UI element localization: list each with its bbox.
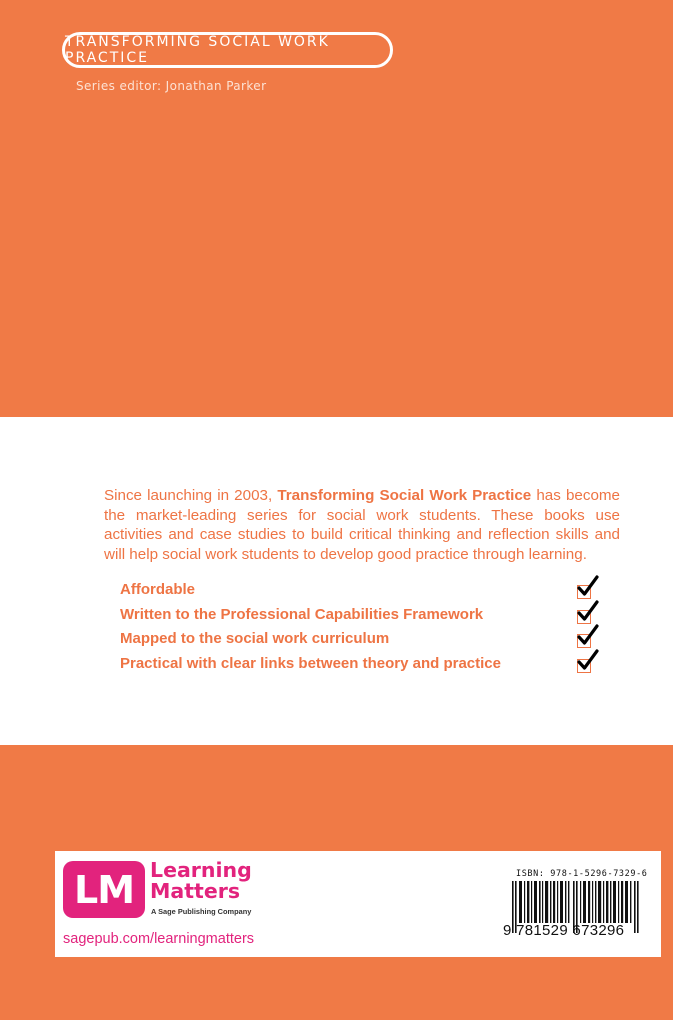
feature-item [120, 652, 600, 677]
isbn-label: ISBN: 978-1-5296-7329-6 [516, 869, 648, 879]
feature-label: Written to the Professional Capabilities Framework [120, 605, 484, 623]
feature-label: Mapped to the social work curriculum [120, 630, 390, 647]
publisher-url[interactable]: sagepub.com/learningmatters [63, 931, 255, 947]
checkbox-icon [577, 634, 591, 648]
publisher-footer [55, 851, 661, 957]
series-title: TRANSFORMING SOCIAL WORK PRACTICE [65, 34, 330, 66]
description-panel [0, 417, 673, 745]
feature-label: Affordable [120, 581, 195, 598]
description-text: Since launching in 2003, Transforming Social Work Practice has become the market-leading series for social work students. These books use activities and case studies to build critical thinking and reflection skills and will help social work students to develop good practice through learning. [104, 487, 620, 563]
series-title-pill [62, 32, 393, 68]
barcode-digits: 9 781529 673296 [503, 922, 625, 939]
feature-item [120, 627, 600, 652]
series-editor: Series editor: Jonathan Parker [76, 79, 267, 93]
checkbox-icon [577, 659, 591, 673]
feature-label: Practical with clear links between theory and practice [120, 654, 501, 672]
checkbox-icon [577, 585, 591, 599]
learning-matters-logo: LM [63, 861, 145, 918]
publisher-tagline: A Sage Publishing Company [151, 907, 252, 916]
feature-list [120, 578, 600, 676]
feature-item [120, 603, 600, 628]
feature-item [120, 578, 600, 603]
checkbox-icon [577, 610, 591, 624]
publisher-name: Learning Matters [150, 858, 252, 903]
series-name: Transforming Social Work Practice [277, 487, 532, 504]
